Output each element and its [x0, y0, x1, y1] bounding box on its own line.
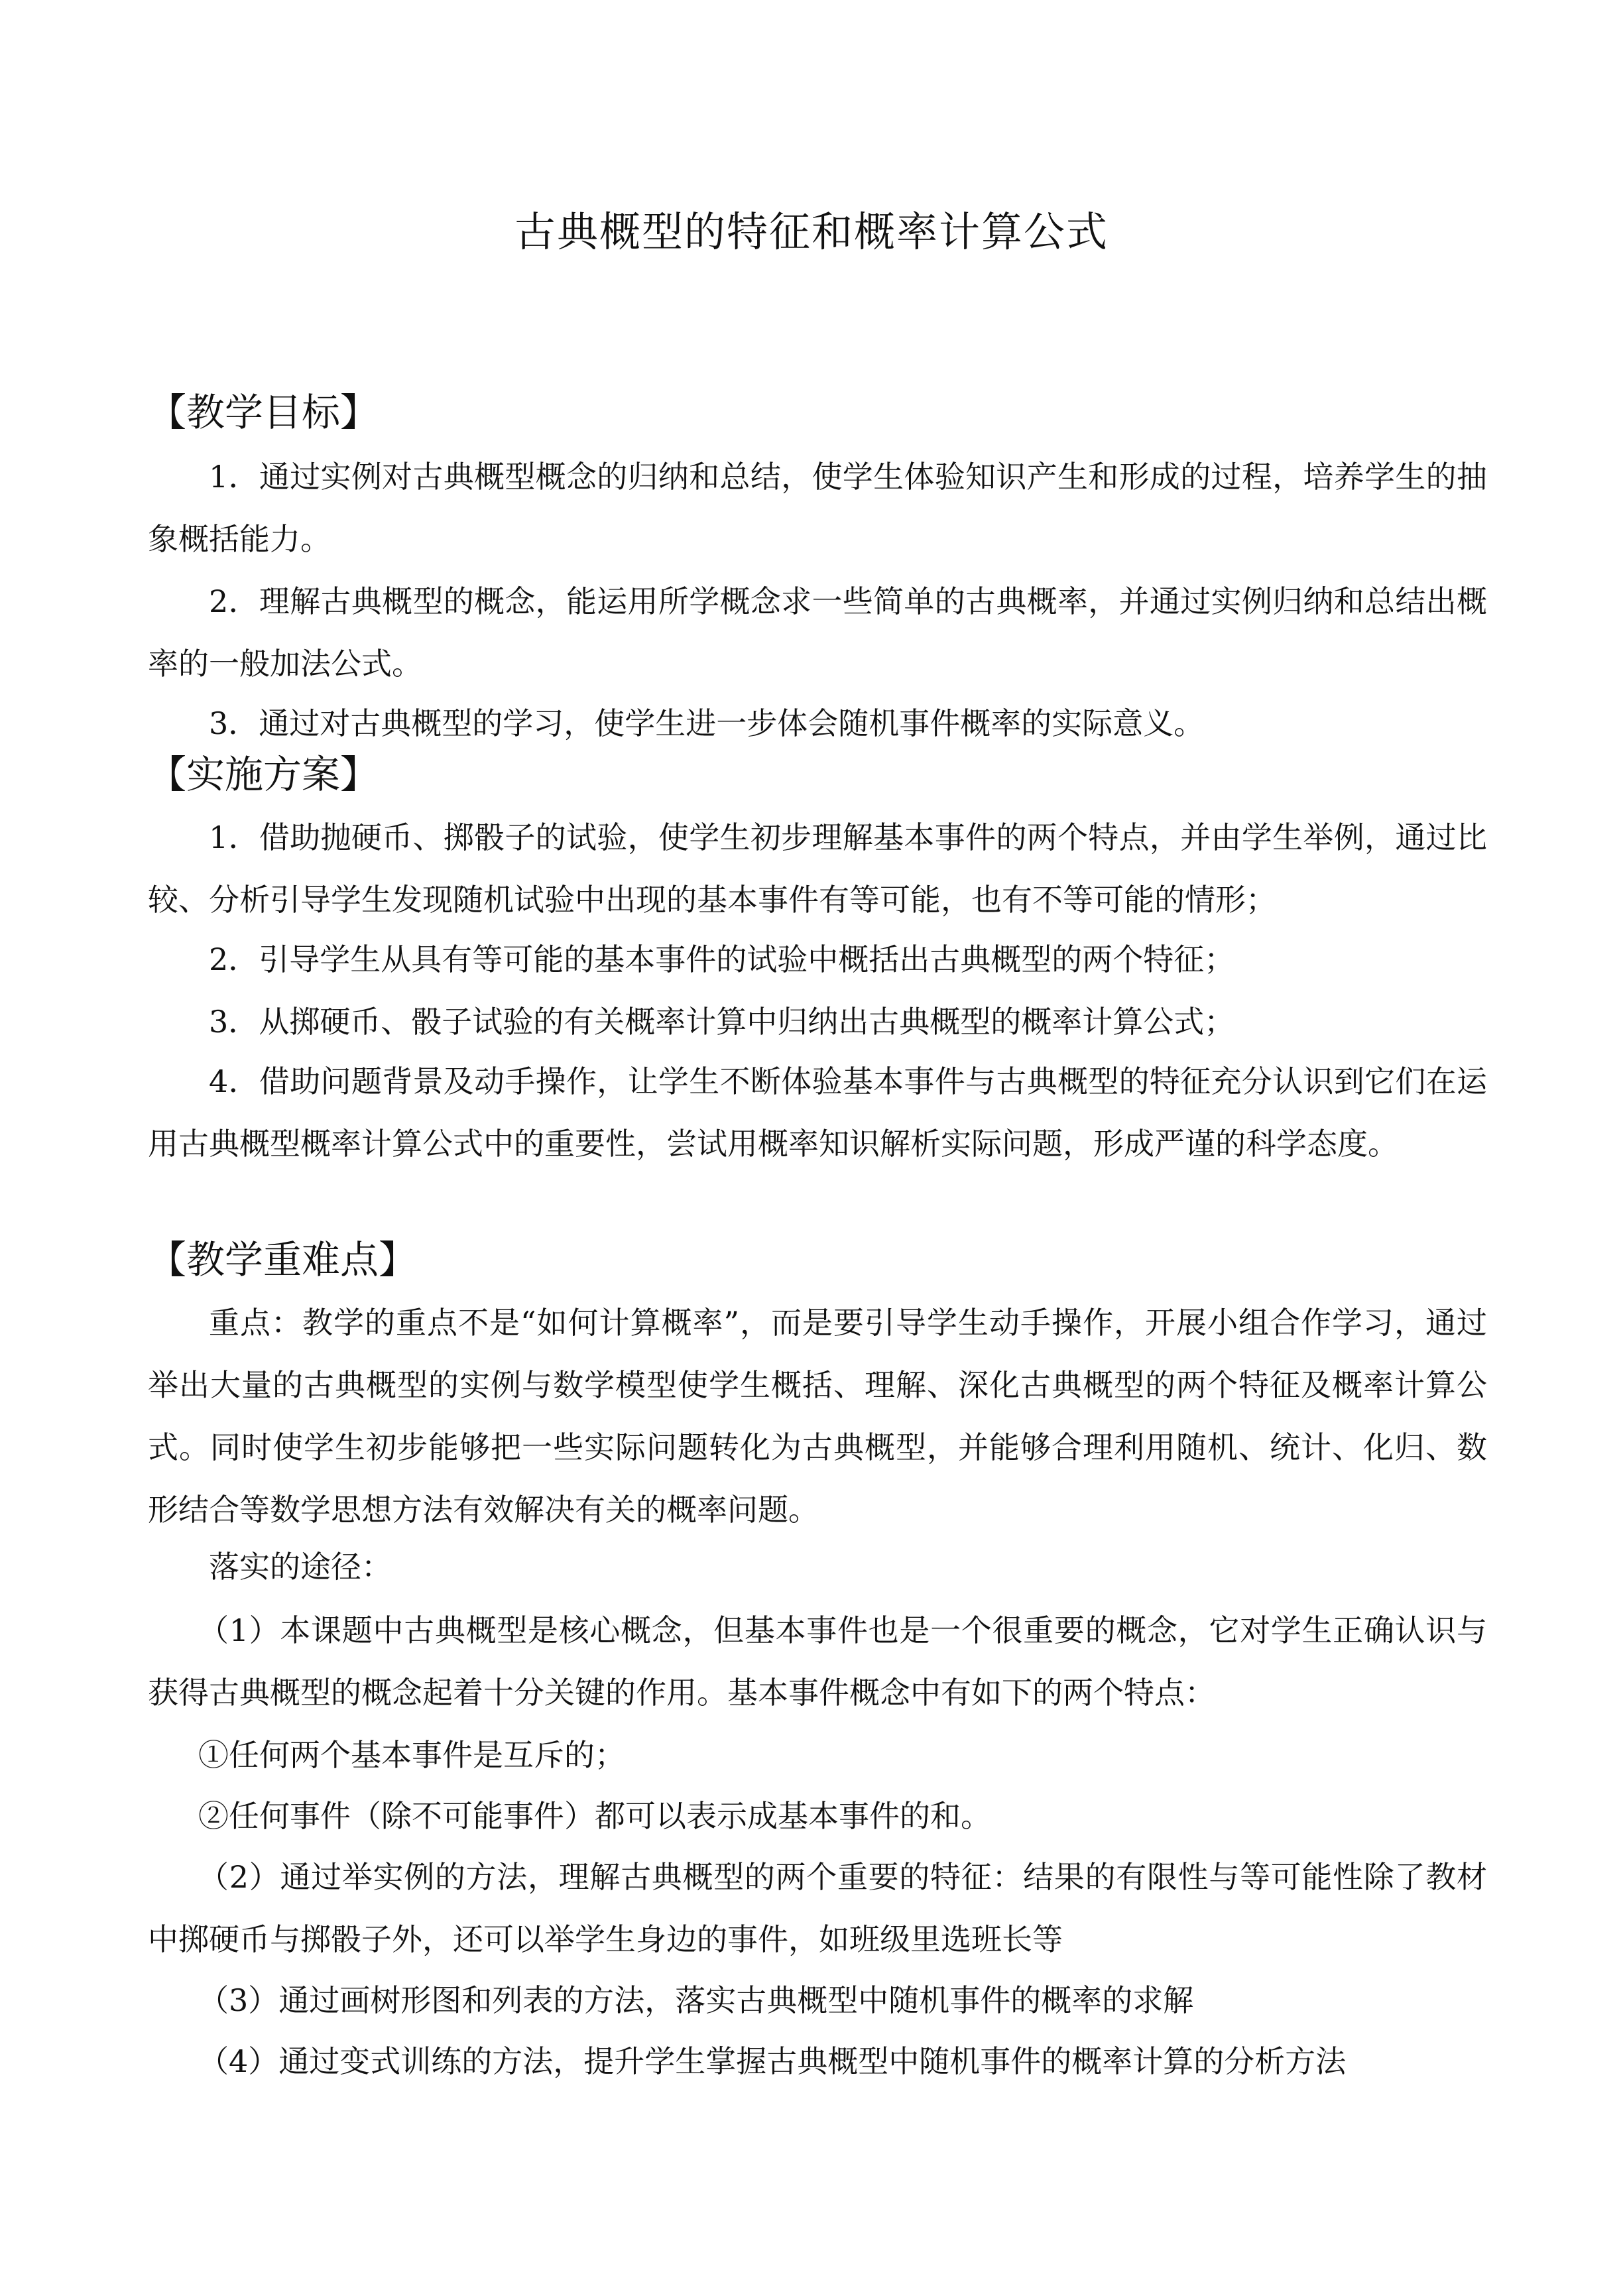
section-heading-plan: 【实施方案】 [148, 752, 379, 797]
page-title: 古典概型的特征和概率计算公式 [514, 208, 1109, 256]
plan-item-4: 4．借助问题背景及动手操作，让学生不断体验基本事件与古典概型的特征充分认识到它们在运用古典概型概率计算公式中的重要性，尝试用概率知识解析实际问题，形成严谨的科学态度。 [148, 1063, 1487, 1162]
approach-item-1: （1）本课题中古典概型是核心概念，但基本事件也是一个很重要的概念，它对学生正确认识与获得古典概型的概念起着十分关键的作用。基本事件概念中有如下的两个特点： [148, 1612, 1487, 1711]
approach-point-a: ①任何两个基本事件是互斥的； [198, 1737, 625, 1773]
plan-item-2: 2．引导学生从具有等可能的基本事件的试验中概括出古典概型的两个特征； [209, 941, 1235, 977]
plan-item-1: 1．借助抛硬币、掷骰子的试验，使学生初步理解基本事件的两个特点，并由学生举例，通过比较、分析引导学生发现随机试验中出现的基本事件有等可能，也有不等可能的情形； [148, 819, 1487, 918]
objective-item-3: 3．通过对古典概型的学习，使学生进一步体会随机事件概率的实际意义。 [209, 705, 1205, 741]
approach-point-b: ②任何事件（除不可能事件）都可以表示成基本事件的和。 [198, 1798, 991, 1834]
approach-item-3: （3）通过画树形图和列表的方法，落实古典概型中随机事件的概率的求解 [198, 1982, 1194, 2018]
section-heading-objectives: 【教学目标】 [148, 390, 379, 435]
objective-item-2: 2．理解古典概型的概念，能运用所学概念求一些简单的古典概率，并通过实例归纳和总结出概率的一般加法公式。 [148, 583, 1487, 682]
approach-item-4: （4）通过变式训练的方法，提升学生掌握古典概型中随机事件的概率计算的分析方法 [198, 2043, 1347, 2079]
section-heading-key-points: 【教学重难点】 [148, 1237, 418, 1282]
focus-paragraph: 重点：教学的重点不是“如何计算概率”，而是要引导学生动手操作，开展小组合作学习，通过举出大量的古典概型的实例与数学模型使学生概括、理解、深化古典概型的两个特征及概率计算公式。同时使学生初步能够把一些实际问题转化为古典概型，并能够合理利用随机、统计、化归、数形结合等数学思想方法有效解决有关的概率问题。 [148, 1305, 1487, 1528]
approach-item-2: （2）通过举实例的方法，理解古典概型的两个重要的特征：结果的有限性与等可能性除了教材中掷硬币与掷骰子外，还可以举学生身边的事件，如班级里选班长等 [148, 1859, 1487, 1957]
objective-item-1: 1．通过实例对古典概型概念的归纳和总结，使学生体验知识产生和形成的过程，培养学生的抽象概括能力。 [148, 459, 1487, 557]
approach-label: 落实的途径： [209, 1549, 392, 1585]
plan-item-3: 3．从掷硬币、骰子试验的有关概率计算中归纳出古典概型的概率计算公式； [209, 1004, 1235, 1040]
